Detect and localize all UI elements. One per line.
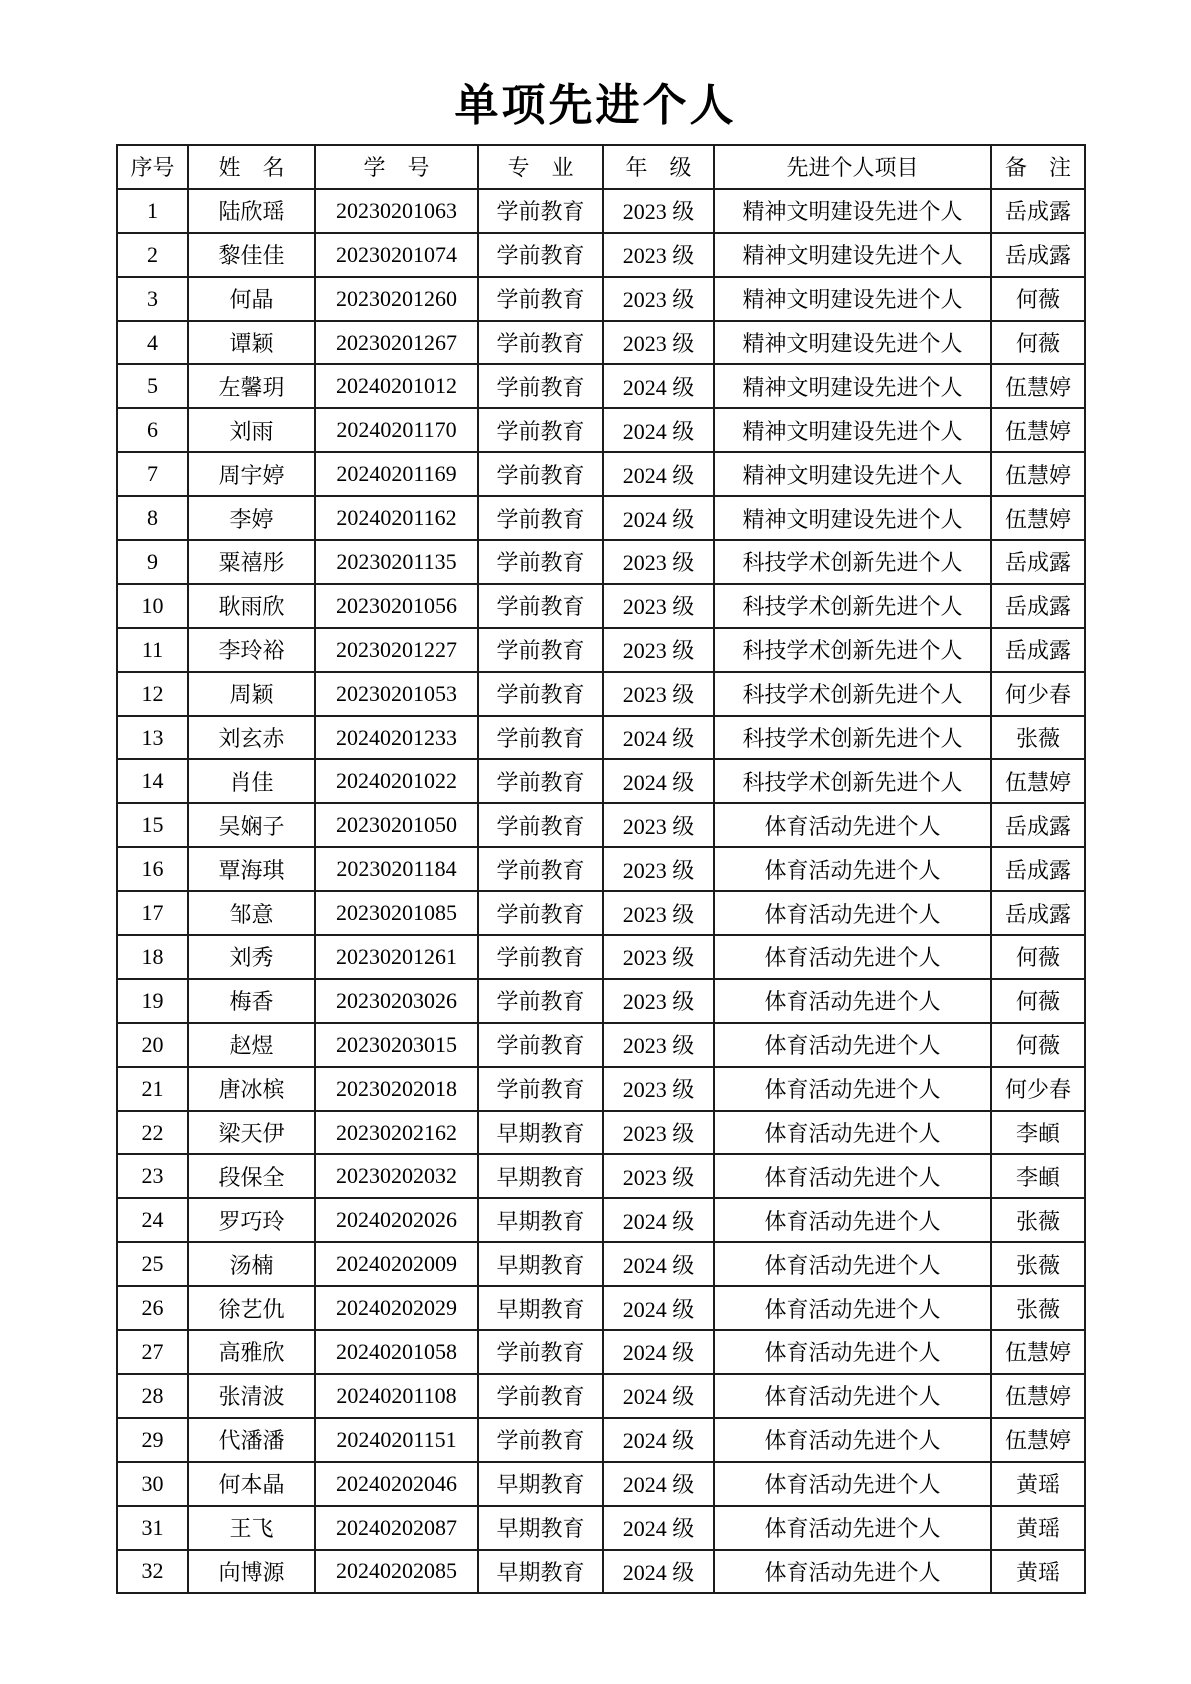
cell-name: 梅香: [188, 979, 315, 1023]
cell-index: 22: [117, 1111, 188, 1155]
cell-major: 学前教育: [478, 1067, 603, 1111]
cell-major: 早期教育: [478, 1462, 603, 1506]
cell-index: 10: [117, 584, 188, 628]
cell-major: 学前教育: [478, 1023, 603, 1067]
cell-student-id: 20240202029: [315, 1286, 478, 1330]
column-header-name: 姓 名: [188, 145, 315, 189]
cell-remark: 伍慧婷: [991, 452, 1085, 496]
table-row: [117, 1198, 1085, 1242]
cell-remark: 张薇: [991, 1198, 1085, 1242]
cell-major: 学前教育: [478, 891, 603, 935]
cell-major: 学前教育: [478, 979, 603, 1023]
cell-grade: 2024 级: [603, 1330, 714, 1374]
cell-student-id: 20230201227: [315, 628, 478, 672]
cell-student-id: 20240202085: [315, 1550, 478, 1594]
cell-student-id: 20240201169: [315, 452, 478, 496]
cell-name: 向博源: [188, 1550, 315, 1594]
table-row: [117, 189, 1085, 233]
table-row: [117, 1111, 1085, 1155]
cell-name: 耿雨欣: [188, 584, 315, 628]
cell-remark: 岳成露: [991, 803, 1085, 847]
table-header-row: [117, 145, 1085, 189]
cell-remark: 黄瑶: [991, 1550, 1085, 1594]
cell-remark: 伍慧婷: [991, 496, 1085, 540]
cell-award: 体育活动先进个人: [714, 1374, 991, 1418]
column-header-major: 专 业: [478, 145, 603, 189]
table-row: [117, 1550, 1085, 1594]
cell-remark: 张薇: [991, 716, 1085, 760]
cell-name: 王飞: [188, 1506, 315, 1550]
cell-name: 刘雨: [188, 408, 315, 452]
cell-major: 学前教育: [478, 716, 603, 760]
cell-award: 精神文明建设先进个人: [714, 189, 991, 233]
cell-name: 唐冰槟: [188, 1067, 315, 1111]
table-row: [117, 891, 1085, 935]
cell-student-id: 20230202018: [315, 1067, 478, 1111]
cell-major: 学前教育: [478, 364, 603, 408]
cell-name: 吴娴子: [188, 803, 315, 847]
cell-grade: 2023 级: [603, 189, 714, 233]
cell-index: 18: [117, 935, 188, 979]
cell-grade: 2023 级: [603, 233, 714, 277]
cell-index: 20: [117, 1023, 188, 1067]
cell-major: 学前教育: [478, 1374, 603, 1418]
cell-grade: 2024 级: [603, 1550, 714, 1594]
cell-grade: 2024 级: [603, 716, 714, 760]
cell-major: 学前教育: [478, 321, 603, 365]
cell-major: 学前教育: [478, 452, 603, 496]
cell-student-id: 20230201074: [315, 233, 478, 277]
cell-remark: 李頔: [991, 1154, 1085, 1198]
cell-grade: 2024 级: [603, 1286, 714, 1330]
cell-major: 学前教育: [478, 408, 603, 452]
cell-student-id: 20230202162: [315, 1111, 478, 1155]
cell-award: 体育活动先进个人: [714, 1286, 991, 1330]
cell-award: 体育活动先进个人: [714, 803, 991, 847]
table-row: [117, 759, 1085, 803]
cell-grade: 2023 级: [603, 672, 714, 716]
cell-award: 精神文明建设先进个人: [714, 408, 991, 452]
table-row: [117, 1067, 1085, 1111]
cell-award: 精神文明建设先进个人: [714, 277, 991, 321]
cell-remark: 伍慧婷: [991, 408, 1085, 452]
cell-remark: 何薇: [991, 277, 1085, 321]
cell-award: 体育活动先进个人: [714, 1023, 991, 1067]
cell-student-id: 20240201012: [315, 364, 478, 408]
cell-grade: 2024 级: [603, 1418, 714, 1462]
cell-student-id: 20240202026: [315, 1198, 478, 1242]
cell-major: 学前教育: [478, 759, 603, 803]
table-row: [117, 1330, 1085, 1374]
cell-grade: 2023 级: [603, 584, 714, 628]
table-row: [117, 935, 1085, 979]
cell-name: 肖佳: [188, 759, 315, 803]
table-row: [117, 1242, 1085, 1286]
cell-name: 谭颖: [188, 321, 315, 365]
cell-student-id: 20230201260: [315, 277, 478, 321]
cell-name: 张清波: [188, 1374, 315, 1418]
cell-remark: 何少春: [991, 672, 1085, 716]
cell-student-id: 20230203026: [315, 979, 478, 1023]
cell-grade: 2023 级: [603, 628, 714, 672]
cell-remark: 岳成露: [991, 233, 1085, 277]
cell-major: 早期教育: [478, 1242, 603, 1286]
cell-grade: 2024 级: [603, 408, 714, 452]
cell-remark: 何薇: [991, 1023, 1085, 1067]
cell-name: 李玲裕: [188, 628, 315, 672]
cell-remark: 伍慧婷: [991, 1374, 1085, 1418]
cell-major: 早期教育: [478, 1111, 603, 1155]
table-row: [117, 1418, 1085, 1462]
cell-index: 25: [117, 1242, 188, 1286]
column-header-remark: 备 注: [991, 145, 1085, 189]
cell-award: 体育活动先进个人: [714, 891, 991, 935]
cell-index: 1: [117, 189, 188, 233]
cell-award: 体育活动先进个人: [714, 935, 991, 979]
cell-name: 赵煜: [188, 1023, 315, 1067]
cell-name: 刘秀: [188, 935, 315, 979]
table-body: [117, 189, 1085, 1594]
cell-major: 早期教育: [478, 1198, 603, 1242]
table-row: [117, 233, 1085, 277]
cell-student-id: 20230201261: [315, 935, 478, 979]
cell-remark: 何薇: [991, 979, 1085, 1023]
table-row: [117, 364, 1085, 408]
cell-student-id: 20240201058: [315, 1330, 478, 1374]
cell-grade: 2023 级: [603, 847, 714, 891]
cell-index: 17: [117, 891, 188, 935]
cell-award: 精神文明建设先进个人: [714, 321, 991, 365]
cell-major: 学前教育: [478, 1330, 603, 1374]
cell-remark: 伍慧婷: [991, 364, 1085, 408]
cell-grade: 2024 级: [603, 1506, 714, 1550]
cell-name: 李婷: [188, 496, 315, 540]
cell-student-id: 20230201135: [315, 540, 478, 584]
cell-student-id: 20230201050: [315, 803, 478, 847]
cell-index: 7: [117, 452, 188, 496]
cell-major: 学前教育: [478, 189, 603, 233]
cell-remark: 张薇: [991, 1242, 1085, 1286]
cell-remark: 李頔: [991, 1111, 1085, 1155]
cell-major: 早期教育: [478, 1506, 603, 1550]
cell-remark: 岳成露: [991, 891, 1085, 935]
cell-award: 体育活动先进个人: [714, 1506, 991, 1550]
cell-grade: 2023 级: [603, 803, 714, 847]
cell-award: 体育活动先进个人: [714, 1067, 991, 1111]
cell-student-id: 20230203015: [315, 1023, 478, 1067]
cell-major: 早期教育: [478, 1154, 603, 1198]
table-row: [117, 584, 1085, 628]
cell-name: 覃海琪: [188, 847, 315, 891]
cell-award: 体育活动先进个人: [714, 1550, 991, 1594]
column-header-student-id: 学 号: [315, 145, 478, 189]
cell-grade: 2024 级: [603, 1198, 714, 1242]
cell-student-id: 20230201056: [315, 584, 478, 628]
cell-grade: 2023 级: [603, 1023, 714, 1067]
cell-grade: 2024 级: [603, 496, 714, 540]
cell-index: 9: [117, 540, 188, 584]
cell-major: 学前教育: [478, 935, 603, 979]
cell-major: 学前教育: [478, 628, 603, 672]
cell-index: 3: [117, 277, 188, 321]
cell-index: 23: [117, 1154, 188, 1198]
table-row: [117, 1462, 1085, 1506]
cell-major: 早期教育: [478, 1286, 603, 1330]
cell-grade: 2024 级: [603, 1462, 714, 1506]
cell-grade: 2023 级: [603, 891, 714, 935]
cell-major: 学前教育: [478, 233, 603, 277]
cell-student-id: 20230201053: [315, 672, 478, 716]
cell-remark: 岳成露: [991, 628, 1085, 672]
cell-index: 21: [117, 1067, 188, 1111]
cell-award: 精神文明建设先进个人: [714, 364, 991, 408]
cell-major: 早期教育: [478, 1550, 603, 1594]
cell-index: 14: [117, 759, 188, 803]
cell-award: 体育活动先进个人: [714, 1242, 991, 1286]
cell-major: 学前教育: [478, 584, 603, 628]
cell-index: 28: [117, 1374, 188, 1418]
cell-award: 科技学术创新先进个人: [714, 716, 991, 760]
cell-award: 体育活动先进个人: [714, 979, 991, 1023]
table-row: [117, 672, 1085, 716]
cell-remark: 黄瑶: [991, 1462, 1085, 1506]
cell-index: 30: [117, 1462, 188, 1506]
cell-student-id: 20230201184: [315, 847, 478, 891]
cell-name: 邹意: [188, 891, 315, 935]
table-row: [117, 628, 1085, 672]
cell-remark: 张薇: [991, 1286, 1085, 1330]
cell-grade: 2023 级: [603, 1111, 714, 1155]
cell-name: 高雅欣: [188, 1330, 315, 1374]
table-row: [117, 1154, 1085, 1198]
cell-major: 学前教育: [478, 803, 603, 847]
cell-name: 何本晶: [188, 1462, 315, 1506]
cell-award: 体育活动先进个人: [714, 847, 991, 891]
cell-student-id: 20230202032: [315, 1154, 478, 1198]
table-row: [117, 408, 1085, 452]
cell-name: 周颖: [188, 672, 315, 716]
cell-grade: 2023 级: [603, 1067, 714, 1111]
cell-award: 体育活动先进个人: [714, 1330, 991, 1374]
cell-remark: 何薇: [991, 935, 1085, 979]
cell-award: 科技学术创新先进个人: [714, 759, 991, 803]
cell-major: 学前教育: [478, 277, 603, 321]
cell-award: 科技学术创新先进个人: [714, 584, 991, 628]
awards-table: [116, 144, 1086, 1594]
cell-award: 体育活动先进个人: [714, 1418, 991, 1462]
cell-award: 科技学术创新先进个人: [714, 628, 991, 672]
cell-remark: 黄瑶: [991, 1506, 1085, 1550]
table-row: [117, 321, 1085, 365]
cell-name: 黎佳佳: [188, 233, 315, 277]
cell-index: 16: [117, 847, 188, 891]
cell-remark: 何少春: [991, 1067, 1085, 1111]
column-header-index: 序号: [117, 145, 188, 189]
cell-award: 体育活动先进个人: [714, 1462, 991, 1506]
cell-index: 29: [117, 1418, 188, 1462]
table-row: [117, 496, 1085, 540]
cell-remark: 岳成露: [991, 189, 1085, 233]
column-header-grade: 年 级: [603, 145, 714, 189]
cell-student-id: 20240202087: [315, 1506, 478, 1550]
table-row: [117, 716, 1085, 760]
cell-remark: 伍慧婷: [991, 1418, 1085, 1462]
cell-index: 5: [117, 364, 188, 408]
cell-index: 6: [117, 408, 188, 452]
table-row: [117, 1286, 1085, 1330]
table-row: [117, 803, 1085, 847]
cell-major: 学前教育: [478, 847, 603, 891]
cell-award: 精神文明建设先进个人: [714, 452, 991, 496]
cell-name: 陆欣瑶: [188, 189, 315, 233]
cell-award: 体育活动先进个人: [714, 1154, 991, 1198]
cell-index: 2: [117, 233, 188, 277]
cell-remark: 岳成露: [991, 847, 1085, 891]
cell-index: 4: [117, 321, 188, 365]
cell-student-id: 20240201162: [315, 496, 478, 540]
page-title: 单项先进个人: [454, 81, 737, 130]
cell-name: 段保全: [188, 1154, 315, 1198]
cell-award: 体育活动先进个人: [714, 1198, 991, 1242]
cell-remark: 岳成露: [991, 584, 1085, 628]
cell-grade: 2024 级: [603, 759, 714, 803]
cell-remark: 伍慧婷: [991, 1330, 1085, 1374]
table-row: [117, 1023, 1085, 1067]
cell-index: 26: [117, 1286, 188, 1330]
cell-remark: 何薇: [991, 321, 1085, 365]
cell-award: 体育活动先进个人: [714, 1111, 991, 1155]
cell-student-id: 20230201085: [315, 891, 478, 935]
cell-name: 代潘潘: [188, 1418, 315, 1462]
cell-grade: 2023 级: [603, 979, 714, 1023]
cell-index: 15: [117, 803, 188, 847]
cell-remark: 伍慧婷: [991, 759, 1085, 803]
cell-grade: 2023 级: [603, 321, 714, 365]
cell-remark: 岳成露: [991, 540, 1085, 584]
cell-name: 梁天伊: [188, 1111, 315, 1155]
cell-grade: 2023 级: [603, 935, 714, 979]
cell-name: 罗巧玲: [188, 1198, 315, 1242]
cell-major: 学前教育: [478, 1418, 603, 1462]
cell-name: 刘玄赤: [188, 716, 315, 760]
cell-student-id: 20240202009: [315, 1242, 478, 1286]
cell-grade: 2023 级: [603, 277, 714, 321]
cell-name: 何晶: [188, 277, 315, 321]
cell-index: 8: [117, 496, 188, 540]
cell-award: 科技学术创新先进个人: [714, 672, 991, 716]
table-row: [117, 847, 1085, 891]
table-row: [117, 540, 1085, 584]
cell-grade: 2023 级: [603, 540, 714, 584]
table-row: [117, 277, 1085, 321]
cell-index: 11: [117, 628, 188, 672]
table-row: [117, 1506, 1085, 1550]
cell-student-id: 20230201267: [315, 321, 478, 365]
cell-name: 粟禧彤: [188, 540, 315, 584]
cell-grade: 2024 级: [603, 364, 714, 408]
cell-index: 12: [117, 672, 188, 716]
cell-name: 汤楠: [188, 1242, 315, 1286]
cell-index: 31: [117, 1506, 188, 1550]
cell-student-id: 20230201063: [315, 189, 478, 233]
cell-student-id: 20240201151: [315, 1418, 478, 1462]
cell-name: 左馨玥: [188, 364, 315, 408]
cell-name: 周宇婷: [188, 452, 315, 496]
cell-index: 24: [117, 1198, 188, 1242]
cell-award: 精神文明建设先进个人: [714, 496, 991, 540]
cell-index: 32: [117, 1550, 188, 1594]
table-row: [117, 452, 1085, 496]
table-row: [117, 1374, 1085, 1418]
cell-major: 学前教育: [478, 496, 603, 540]
cell-grade: 2024 级: [603, 1374, 714, 1418]
cell-index: 13: [117, 716, 188, 760]
cell-award: 精神文明建设先进个人: [714, 233, 991, 277]
table-row: [117, 979, 1085, 1023]
cell-major: 学前教育: [478, 540, 603, 584]
cell-student-id: 20240201233: [315, 716, 478, 760]
cell-student-id: 20240201108: [315, 1374, 478, 1418]
cell-student-id: 20240201022: [315, 759, 478, 803]
cell-index: 27: [117, 1330, 188, 1374]
column-header-award: 先进个人项目: [714, 145, 991, 189]
cell-index: 19: [117, 979, 188, 1023]
cell-major: 学前教育: [478, 672, 603, 716]
cell-grade: 2024 级: [603, 452, 714, 496]
cell-grade: 2023 级: [603, 1154, 714, 1198]
cell-grade: 2024 级: [603, 1242, 714, 1286]
cell-award: 科技学术创新先进个人: [714, 540, 991, 584]
cell-student-id: 20240202046: [315, 1462, 478, 1506]
cell-student-id: 20240201170: [315, 408, 478, 452]
cell-name: 徐艺仇: [188, 1286, 315, 1330]
